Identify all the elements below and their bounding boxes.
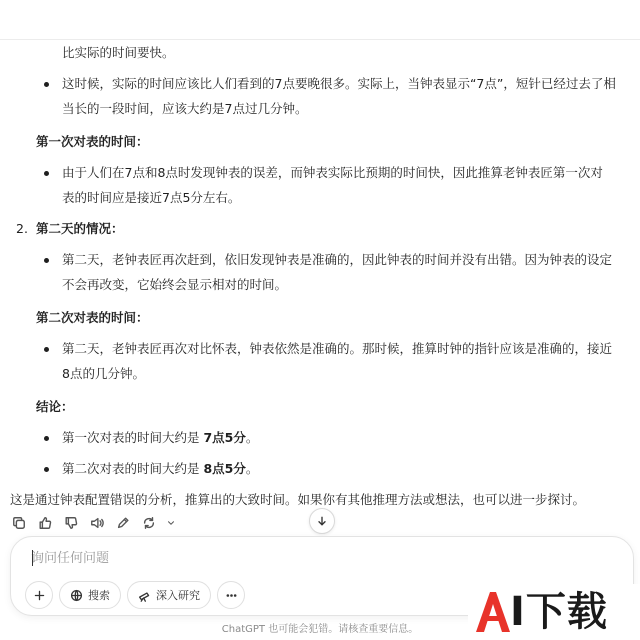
deep-research-button[interactable] [127,581,211,609]
edit-icon[interactable] [114,514,132,532]
more-options-button[interactable] [217,581,245,609]
section-heading: 第二次对表的时间： [36,310,149,325]
watermark-a-mark [472,588,512,634]
list-item: 这时候，实际的时间应该比人们看到的7点要晚很多。实际上，当钟表显示“7点”，短针已经过去了相 当长的一段时间，应该大约是7点过几分钟。 [0,71,640,121]
scroll-down-button[interactable] [309,508,335,534]
heading-text: 第二天的情况： [36,221,124,236]
message-text: 比实际的时间要快。 [62,45,175,60]
arrow-down-icon [316,515,328,527]
bullet-list [0,247,640,297]
globe-icon [70,589,83,602]
list-number: 2. [16,221,28,236]
more-horizontal-icon [225,589,238,602]
assistant-message [0,40,640,510]
numbered-heading [0,216,640,241]
watermark-logo [468,584,640,640]
search-button[interactable] [59,581,121,609]
prompt-input[interactable] [31,547,591,569]
top-bar [0,0,640,40]
telescope-icon [138,589,151,602]
deep-research-label: 深入研究 [156,589,200,602]
message-actions [10,512,176,534]
thumbs-up-icon[interactable] [36,514,54,532]
copy-icon[interactable] [10,514,28,532]
chevron-down-icon[interactable] [166,514,176,532]
summary-text: 这是通过钟表配置错误的分析，推算出的大致时间。如果你有其他推理方法或想法，也可以进一步探讨。 [10,492,586,507]
list-item: 第二次对表的时间大约是 8点5分。 [0,456,640,481]
bullet-list [0,336,640,386]
plus-icon [33,589,46,602]
disclaimer: ChatGPT 也可能会犯错。请核查重要信息。 [221,624,419,635]
add-button[interactable] [25,581,53,609]
regenerate-icon[interactable] [140,514,158,532]
list-item: 第二天，老钟表匠再次赶到，依旧发现钟表是准确的，因此钟表的时间并没有出错。因为钟表的设定 不会再改变，它始终会显示相对的时间。 [0,247,640,297]
list-item: 由于人们在7点和8点时发现钟表的误差，而钟表实际比预期的时间快，因此推算老钟表匠第一次对 表的时间应是接近7点5分左右。 [0,160,640,210]
bullet-list [0,71,640,121]
conclusion-list [0,425,640,481]
watermark-text: I下载 [510,589,608,635]
list-item: 第一次对表的时间大约是 7点5分。 [0,425,640,450]
list-item: 第二天，老钟表匠再次对比怀表，钟表依然是准确的。那时候，推算时钟的指针应该是准确的，接近 8点的几分钟。 [0,336,640,386]
speaker-icon[interactable] [88,514,106,532]
search-label: 搜索 [88,589,110,602]
conclusion-heading: 结论： [36,399,74,414]
composer-tools [25,581,245,609]
bullet-list [0,160,640,210]
text-caret [32,550,33,566]
thumbs-down-icon[interactable] [62,514,80,532]
section-heading: 第一次对表的时间： [36,134,149,149]
